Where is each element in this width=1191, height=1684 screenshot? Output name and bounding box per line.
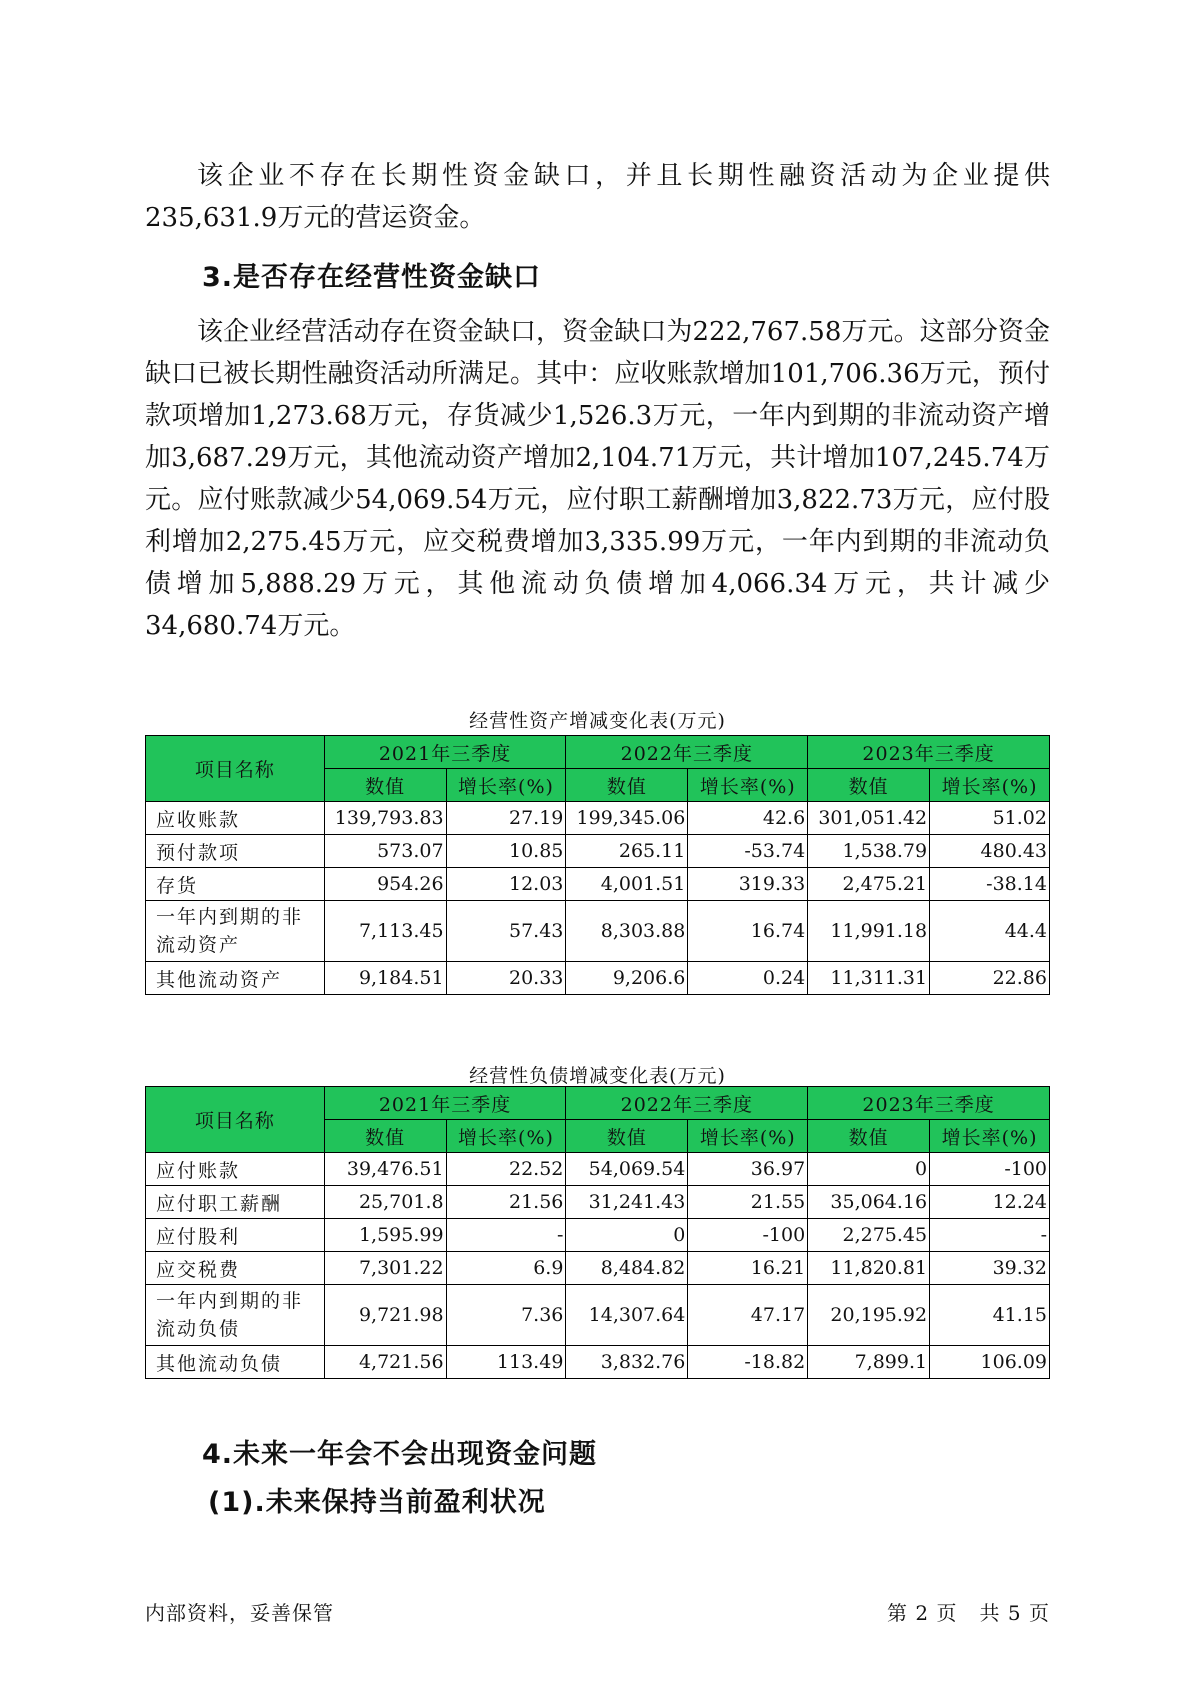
- table-cell: 139,793.83: [324, 802, 446, 835]
- table-row: [146, 962, 1050, 995]
- table-row: [146, 1346, 1050, 1379]
- table-cell: 106.09: [930, 1346, 1050, 1379]
- row-label: 存货: [146, 868, 325, 901]
- section-heading-3: 3.是否存在经营性资金缺口: [202, 262, 542, 293]
- table-cell: 4,001.51: [566, 868, 688, 901]
- column-header-period: 2022年三季度: [566, 736, 808, 769]
- table-cell: 16.21: [688, 1252, 808, 1285]
- footer-page-number: 第 2 页 共 5 页: [887, 1601, 1050, 1625]
- table-cell: 9,206.6: [566, 962, 688, 995]
- column-header-period: 2023年三季度: [808, 1087, 1050, 1120]
- table-cell: 7,301.22: [324, 1252, 446, 1285]
- table-row: [146, 1219, 1050, 1252]
- table-cell: 2,275.45: [808, 1219, 930, 1252]
- table-cell: 54,069.54: [566, 1153, 688, 1186]
- column-header-period: 2021年三季度: [324, 1087, 566, 1120]
- asset-table-caption: 经营性资产增减变化表(万元): [469, 710, 726, 732]
- table-cell: 319.33: [688, 868, 808, 901]
- table-cell: -: [446, 1219, 566, 1252]
- table-cell: 11,991.18: [808, 901, 930, 962]
- table-cell: 199,345.06: [566, 802, 688, 835]
- column-header-period: 2023年三季度: [808, 736, 1050, 769]
- table-cell: 954.26: [324, 868, 446, 901]
- table-cell: 39.32: [930, 1252, 1050, 1285]
- table-cell: 113.49: [446, 1346, 566, 1379]
- row-label: 一年内到期的非流动资产: [146, 901, 325, 962]
- liability-change-table: [145, 1086, 1050, 1379]
- table-cell: 31,241.43: [566, 1186, 688, 1219]
- table-cell: 12.03: [446, 868, 566, 901]
- row-label: 应收账款: [146, 802, 325, 835]
- row-label: 应付股利: [146, 1219, 325, 1252]
- table-cell: 2,475.21: [808, 868, 930, 901]
- table-cell: 4,721.56: [324, 1346, 446, 1379]
- table-cell: 0: [566, 1219, 688, 1252]
- table-cell: 1,538.79: [808, 835, 930, 868]
- table-cell: -18.82: [688, 1346, 808, 1379]
- table-cell: 12.24: [930, 1186, 1050, 1219]
- table-cell: 25,701.8: [324, 1186, 446, 1219]
- column-header-growth: 增长率(%): [446, 769, 566, 802]
- table-cell: -38.14: [930, 868, 1050, 901]
- table-cell: 6.9: [446, 1252, 566, 1285]
- table-cell: 22.86: [930, 962, 1050, 995]
- row-label: 其他流动负债: [146, 1346, 325, 1379]
- paragraph-long-term-funding: 该企业不存在长期性资金缺口，并且长期性融资活动为企业提供235,631.9万元的营运资金。: [145, 161, 1050, 233]
- row-label: 应付账款: [146, 1153, 325, 1186]
- table-row: [146, 1186, 1050, 1219]
- table-cell: 27.19: [446, 802, 566, 835]
- table-cell: 11,311.31: [808, 962, 930, 995]
- table-cell: 480.43: [930, 835, 1050, 868]
- table-cell: 1,595.99: [324, 1219, 446, 1252]
- table-cell: 14,307.64: [566, 1285, 688, 1346]
- column-header-value: 数值: [324, 1120, 446, 1153]
- paragraph-operating-gap: 该企业经营活动存在资金缺口，资金缺口为222,767.58万元。这部分资金缺口已被长期性融资活动所满足。其中：应收账款增加101,706.36万元，预付款项增加1,273.68万元，存货减少1,526.3万元，一年内到期的非流动资产增加3,687.29万元，其他流动资产增加2,104.71万元，共计增加107,245.74万元。应付账款减少54,069.54万元，应付职工薪酬增加3,822.73万元，应付股利增加2,275.45万元，应交税费增加3,335.99万元，一年内到期的非流动负债增加5,888.29万元，其他流动负债增加4,066.34万元，共计减少34,680.74万元。: [145, 317, 1050, 641]
- column-header-period: 2021年三季度: [324, 736, 566, 769]
- table-cell: 9,184.51: [324, 962, 446, 995]
- table-cell: 301,051.42: [808, 802, 930, 835]
- table-cell: 573.07: [324, 835, 446, 868]
- table-cell: 44.4: [930, 901, 1050, 962]
- column-header-growth: 增长率(%): [930, 1120, 1050, 1153]
- table-row: [146, 1252, 1050, 1285]
- table-cell: 16.74: [688, 901, 808, 962]
- table-cell: 41.15: [930, 1285, 1050, 1346]
- column-header-value: 数值: [808, 769, 930, 802]
- column-header-growth: 增长率(%): [688, 1120, 808, 1153]
- table-cell: 3,832.76: [566, 1346, 688, 1379]
- table-cell: 36.97: [688, 1153, 808, 1186]
- table-cell: -: [930, 1219, 1050, 1252]
- table-cell: 20,195.92: [808, 1285, 930, 1346]
- table-cell: 10.85: [446, 835, 566, 868]
- table-cell: 22.52: [446, 1153, 566, 1186]
- table-cell: 8,303.88: [566, 901, 688, 962]
- column-header-value: 数值: [808, 1120, 930, 1153]
- table-cell: -53.74: [688, 835, 808, 868]
- table-cell: 20.33: [446, 962, 566, 995]
- row-label: 应交税费: [146, 1252, 325, 1285]
- table-row: [146, 901, 1050, 962]
- table-cell: 47.17: [688, 1285, 808, 1346]
- row-label: 一年内到期的非流动负债: [146, 1285, 325, 1346]
- table-cell: 0: [808, 1153, 930, 1186]
- subsection-heading: (1).未来保持当前盈利状况: [208, 1487, 546, 1518]
- row-label: 其他流动资产: [146, 962, 325, 995]
- table-cell: 0.24: [688, 962, 808, 995]
- column-header-item: 项目名称: [146, 1087, 325, 1153]
- table-cell: 9,721.98: [324, 1285, 446, 1346]
- table-cell: 11,820.81: [808, 1252, 930, 1285]
- table-cell: 21.55: [688, 1186, 808, 1219]
- table-cell: 39,476.51: [324, 1153, 446, 1186]
- section-heading-4: 4.未来一年会不会出现资金问题: [202, 1439, 598, 1470]
- liability-table-caption: 经营性负债增减变化表(万元): [469, 1065, 726, 1087]
- table-cell: 7,899.1: [808, 1346, 930, 1379]
- column-header-value: 数值: [324, 769, 446, 802]
- table-cell: 7,113.45: [324, 901, 446, 962]
- table-row: [146, 1153, 1050, 1186]
- table-cell: 35,064.16: [808, 1186, 930, 1219]
- table-cell: 57.43: [446, 901, 566, 962]
- table-row: [146, 868, 1050, 901]
- table-cell: 265.11: [566, 835, 688, 868]
- column-header-period: 2022年三季度: [566, 1087, 808, 1120]
- table-cell: 51.02: [930, 802, 1050, 835]
- table-row: [146, 835, 1050, 868]
- row-label: 应付职工薪酬: [146, 1186, 325, 1219]
- column-header-growth: 增长率(%): [930, 769, 1050, 802]
- table-cell: -100: [688, 1219, 808, 1252]
- column-header-growth: 增长率(%): [446, 1120, 566, 1153]
- column-header-growth: 增长率(%): [688, 769, 808, 802]
- asset-change-table: [145, 735, 1050, 995]
- column-header-value: 数值: [566, 1120, 688, 1153]
- footer-confidential-note: 内部资料，妥善保管: [145, 1601, 334, 1625]
- column-header-value: 数值: [566, 769, 688, 802]
- row-label: 预付款项: [146, 835, 325, 868]
- table-cell: -100: [930, 1153, 1050, 1186]
- table-row: [146, 1285, 1050, 1346]
- table-cell: 21.56: [446, 1186, 566, 1219]
- table-cell: 42.6: [688, 802, 808, 835]
- table-row: [146, 802, 1050, 835]
- table-cell: 8,484.82: [566, 1252, 688, 1285]
- table-cell: 7.36: [446, 1285, 566, 1346]
- column-header-item: 项目名称: [146, 736, 325, 802]
